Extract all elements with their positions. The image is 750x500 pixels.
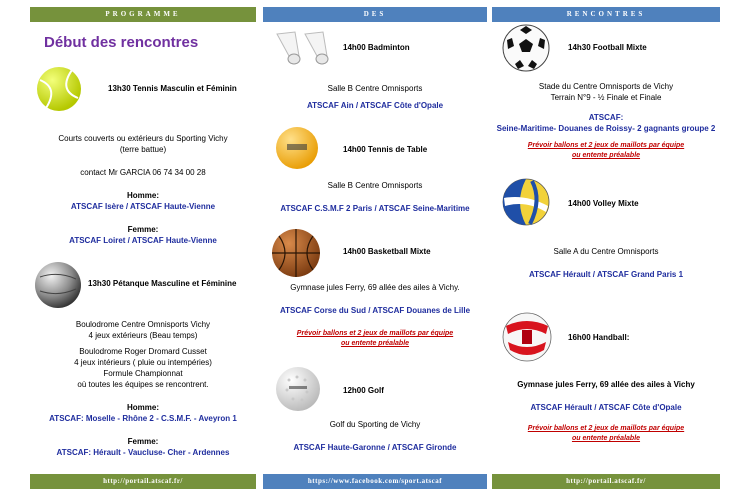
footer-link-left[interactable]: http://portail.atscaf.fr/ bbox=[30, 474, 256, 489]
volley-teams: ATSCAF Hérault / ATSCAF Grand Paris 1 bbox=[528, 270, 684, 279]
tennis-ball-icon bbox=[36, 66, 82, 112]
petanque-time: 13h30 Pétanque Masculine et Féminine bbox=[88, 279, 237, 288]
handball-teams: ATSCAF Hérault / ATSCAF Côte d'Opale bbox=[530, 403, 682, 412]
petanque-femme-label: Femme: bbox=[127, 437, 159, 446]
footer-link-right[interactable]: http://portail.atscaf.fr/ bbox=[492, 474, 720, 489]
football-warning-2: ou entente préalable bbox=[571, 152, 641, 159]
football-time: 14h30 Football Mixte bbox=[568, 43, 647, 52]
tennis-femme-teams: ATSCAF Loiret / ATSCAF Haute-Vienne bbox=[69, 236, 217, 245]
tennis-femme-label: Femme: bbox=[127, 225, 159, 234]
tennis-venue: Courts couverts ou extérieurs du Sporting Vichy bbox=[58, 134, 228, 143]
petanque-venue: Boulodrome Centre Omnisports Vichy bbox=[75, 320, 211, 329]
handball-icon bbox=[502, 312, 552, 362]
page-title: Début des rencontres bbox=[44, 34, 199, 51]
basketball-icon bbox=[271, 228, 321, 278]
badminton-venue: Salle B Centre Omnisports bbox=[327, 84, 423, 93]
header-programme: PROGRAMME bbox=[30, 7, 256, 22]
handball-venue: Gymnase jules Ferry, 69 allée des ailes à Vichy bbox=[517, 380, 695, 389]
basketball-warning-2: ou entente préalable bbox=[340, 340, 410, 347]
shuttlecock-icon bbox=[273, 26, 333, 68]
rencontres-column bbox=[492, 0, 720, 500]
ping-pong-ball-icon bbox=[275, 126, 319, 170]
basketball-warning: Prévoir ballons et 2 jeux de maillots par équipe bbox=[296, 330, 454, 337]
badminton-teams: ATSCAF Ain / ATSCAF Côte d'Opale bbox=[306, 101, 444, 110]
volley-time: 14h00 Volley Mixte bbox=[568, 199, 639, 208]
football-venue: Stade du Centre Omnisports de Vichy bbox=[538, 82, 674, 91]
tabletennis-time: 14h00 Tennis de Table bbox=[343, 145, 428, 154]
des-column bbox=[263, 0, 487, 500]
football-warning: Prévoir ballons et 2 jeux de maillots par équipe bbox=[527, 142, 685, 149]
petanque-venue-2-note: 4 jeux intérieurs ( pluie ou intempéries) bbox=[74, 358, 212, 367]
football-venue-note: Terrain N°9 - ½ Finale et Finale bbox=[550, 93, 662, 102]
volleyball-icon bbox=[502, 178, 550, 226]
handball-warning-2: ou entente préalable bbox=[571, 435, 641, 442]
handball-warning: Prévoir ballons et 2 jeux de maillots par équipe bbox=[527, 425, 685, 432]
petanque-femme-teams: ATSCAF: Hérault - Vaucluse- Cher - Ardennes bbox=[56, 448, 230, 457]
basketball-time: 14h00 Basketball Mixte bbox=[343, 247, 431, 256]
tabletennis-venue: Salle B Centre Omnisports bbox=[327, 181, 423, 190]
basketball-venue: Gymnase jules Ferry, 69 allée des ailes à Vichy. bbox=[290, 283, 460, 292]
badminton-time: 14h00 Badminton bbox=[343, 43, 410, 52]
petanque-homme-label: Homme: bbox=[126, 403, 159, 412]
footer-link-mid[interactable]: https://www.facebook.com/sport.atscaf bbox=[263, 474, 487, 489]
tennis-homme-label: Homme: bbox=[126, 191, 159, 200]
volley-venue: Salle A du Centre Omnisports bbox=[553, 247, 659, 256]
petanque-venue-note: 4 jeux extérieurs (Beau temps) bbox=[88, 331, 198, 340]
handball-time: 16h00 Handball: bbox=[568, 333, 630, 342]
petanque-ball-icon bbox=[34, 261, 82, 309]
golf-ball-icon bbox=[275, 366, 321, 412]
basketball-teams: ATSCAF Corse du Sud / ATSCAF Douanes de Lille bbox=[279, 306, 471, 315]
golf-time: 12h00 Golf bbox=[343, 386, 384, 395]
petanque-homme-teams: ATSCAF: Moselle - Rhône 2 - C.S.M.F. - Aveyron 1 bbox=[49, 414, 237, 423]
tennis-homme-teams: ATSCAF Isère / ATSCAF Haute-Vienne bbox=[70, 202, 216, 211]
petanque-format-note: où toutes les équipes se rencontrent. bbox=[77, 380, 209, 389]
programme-column bbox=[30, 0, 256, 500]
tennis-venue-note: (terre battue) bbox=[119, 145, 167, 154]
header-rencontres: RENCONTRES bbox=[492, 7, 720, 22]
petanque-venue-2: Boulodrome Roger Dromard Cusset bbox=[79, 347, 207, 356]
petanque-format: Formule Championnat bbox=[103, 369, 183, 378]
football-label: ATSCAF: bbox=[588, 113, 624, 122]
golf-teams: ATSCAF Haute-Garonne / ATSCAF Gironde bbox=[293, 443, 457, 452]
tennis-time: 13h30 Tennis Masculin et Féminin bbox=[108, 84, 237, 93]
football-teams: Seine-Maritime- Douanes de Roissy- 2 gagnants groupe 2 bbox=[496, 124, 716, 133]
tennis-contact: contact Mr GARCIA 06 74 34 00 28 bbox=[80, 168, 206, 177]
golf-venue: Golf du Sporting de Vichy bbox=[329, 420, 421, 429]
football-icon bbox=[502, 24, 550, 72]
tabletennis-teams: ATSCAF C.S.M.F 2 Paris / ATSCAF Seine-Maritime bbox=[280, 204, 470, 213]
header-des: DES bbox=[263, 7, 487, 22]
